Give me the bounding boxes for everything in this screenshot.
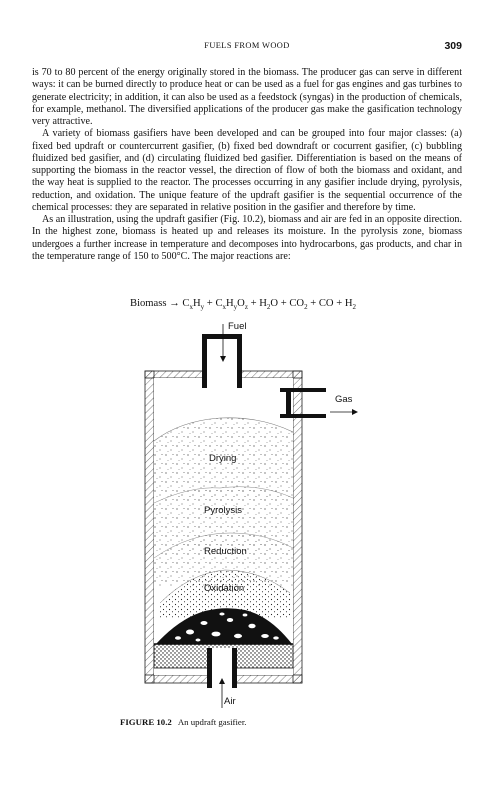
gasifier-diagram [120,318,380,713]
paragraph-3: As an illustration, using the updraft gasifier (Fig. 10.2), biomass and air are fed in an opposite direction. In the highest zone, biomass is heated up and releases its moisture. In the pyrolysis zone, biomass undergoes a further increase in temperature and decomposes into hydrocarbons, gas products, and char in the temperature range of 150 to 500°C. The major reactions are: [32,214,462,262]
eq-term2-c: C [215,298,223,309]
eq-term2-sub-x: x [222,303,227,312]
eq-term2-o: O [237,298,245,309]
pyrolysis-label: Pyrolysis [204,505,243,516]
running-title: FUELS FROM WOOD [204,41,290,50]
figure-caption [120,717,420,727]
drying-label: Drying [209,453,237,464]
page-header [32,41,462,55]
eq-plus: + [280,298,287,309]
eq-lhs: Biomass [130,298,167,309]
air-label: Air [224,696,236,707]
eq-term2-h: H [226,298,234,309]
eq-co: CO [318,298,334,309]
eq-plus: + [250,298,257,309]
eq-h2: H [344,298,353,309]
eq-h2-sub: 2 [352,303,357,312]
eq-term2-sub-z: z [244,303,248,312]
eq-term1-sub-y: y [200,303,205,312]
fuel-hopper [202,334,242,388]
caption-label: FIGURE 10.2 [120,717,172,727]
eq-water-h: H [259,298,267,309]
eq-term2-sub-y: y [233,303,238,312]
eq-term1-c: C [182,298,190,309]
paragraph-1: is 70 to 80 percent of the energy originally stored in the biomass. The producer gas can serve in different ways: it can be burned directly to produce heat or can be used as a fuel for gas engines and gas turbines to generate electricity; in addition, it can also be used as a feedstock (syngas) in the production of chemicals, for example, methanol. The diversified applications of the producer gas make the gasification technology very attractive. [32,67,462,127]
paragraph-2: A variety of biomass gasifiers have been developed and can be grouped into four major classes: (a) fixed bed updraft or countercurrent gasifier, (b) fixed bed downdraft or cocurrent gasifier, (c) bubbling fluidized bed gasifier, and (d) circulating fluidized bed gasifier. Differentiation is based on the means of supporting the biomass in the reactor vessel, the direction of flow of both the biomass and oxidant, and the way heat is supplied to the reactor. The processes occurring in any gasifier include drying, pyrolysis, reduction, and oxidation. The unique feature of the updraft gasifier is the sequential occurrence of the chemical processes: they are separated in relative position in the gasifier and therefore by time. [32,128,462,213]
eq-water-o: O [270,298,279,309]
eq-plus: + [336,298,343,309]
eq-plus: + [206,298,213,309]
caption-text: An updraft gasifier. [177,717,247,727]
pyrolysis-equation [130,298,370,311]
eq-arrow: → [169,298,180,309]
eq-term1-h: H [192,298,201,309]
gas-label: Gas [335,394,353,405]
eq-water-sub: 2 [266,303,271,312]
updraft-gasifier-figure [120,318,380,713]
eq-plus: + [310,298,317,309]
body-text [32,67,462,263]
eq-term1-sub-x: x [189,303,193,312]
reduction-label: Reduction [204,546,247,557]
eq-co2: CO [289,298,305,309]
gas-outlet [280,388,326,418]
fuel-label: Fuel [228,321,247,332]
page-number: 309 [444,40,462,52]
oxidation-label: Oxidation [204,583,245,594]
eq-co2-sub: 2 [304,303,308,312]
